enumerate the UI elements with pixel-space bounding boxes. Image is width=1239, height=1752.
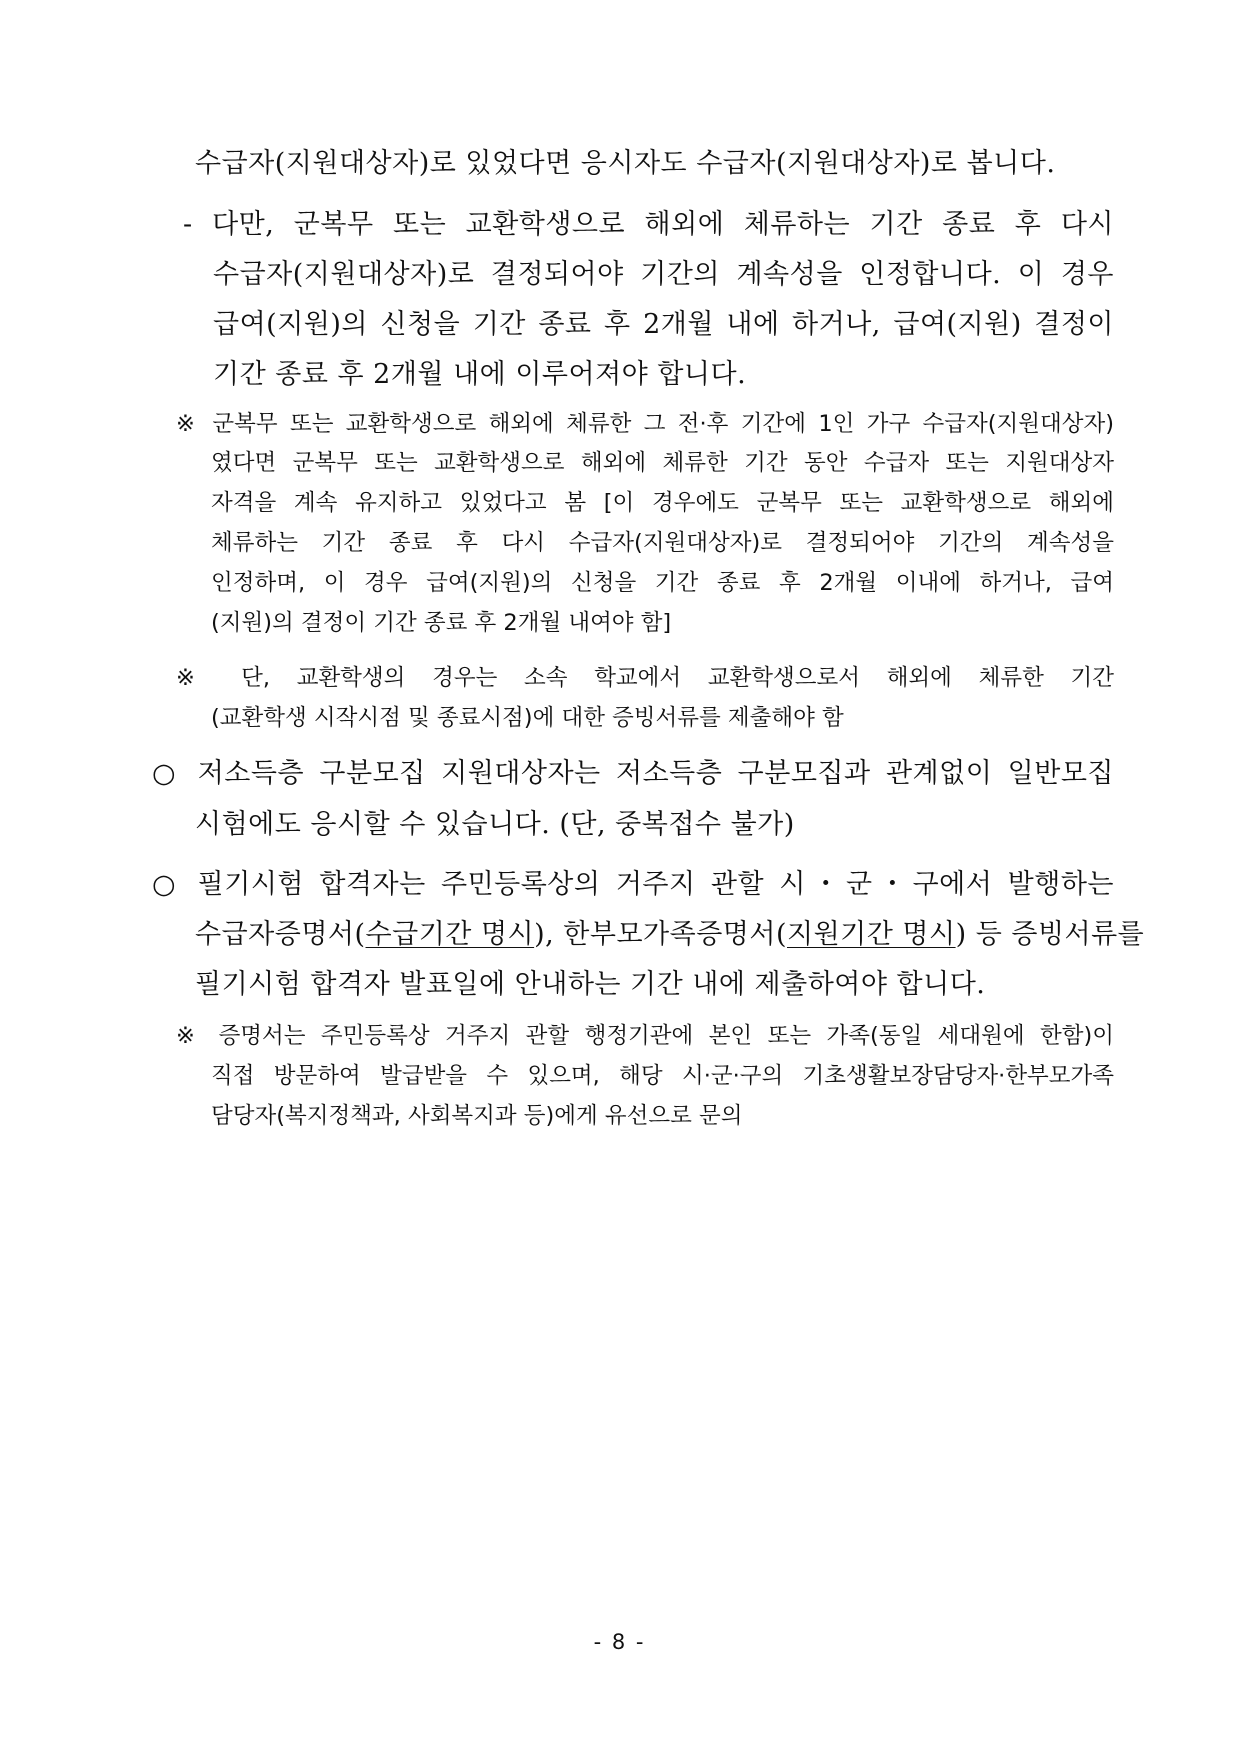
page-number: - 8 -: [593, 1630, 646, 1654]
note-line: 담당자(복지정책과, 사회복지과 등)에게 유선으로 문의: [211, 1103, 743, 1129]
note-line: (교환학생 시작시점 및 종료시점)에 대한 증빙서류를 제출해야 함: [211, 705, 844, 731]
note-line: ※ 군복무 또는 교환학생으로 해외에 체류한 그 전·후 기간에 1인 가구 수급자(지원대상자): [176, 411, 1114, 437]
bullet-item-line: ○ 필기시험 합격자는 주민등록상의 거주지 관할 시・군・구에서 발행하는: [152, 869, 1114, 900]
text-run: 수급자증명서(: [195, 919, 366, 950]
note-line: 자격을 계속 유지하고 있었다고 봄 [이 경우에도 군복무 또는 교환학생으로 해외에: [211, 490, 1114, 516]
note-line: ※ 단, 교환학생의 경우는 소속 학교에서 교환학생으로서 해외에 체류한 기간: [176, 665, 1114, 691]
text-line: 급여(지원)의 신청을 기간 종료 후 2개월 내에 하거나, 급여(지원) 결정이: [213, 309, 1114, 340]
text-line: 수급자(지원대상자)로 결정되어야 기간의 계속성을 인정합니다. 이 경우: [213, 259, 1114, 290]
note-line: 였다면 군복무 또는 교환학생으로 해외에 체류한 기간 동안 수급자 또는 지원대상자: [211, 450, 1114, 476]
note-line: ※ 증명서는 주민등록상 거주지 관할 행정기관에 본인 또는 가족(동일 세대원에 한함)이: [176, 1023, 1114, 1049]
text-run: ), 한부모가족증명서(: [534, 919, 787, 950]
text-line: 필기시험 합격자 발표일에 안내하는 기간 내에 제출하여야 합니다.: [195, 969, 986, 1000]
note-line: 체류하는 기간 종료 후 다시 수급자(지원대상자)로 결정되어야 기간의 계속성을: [211, 530, 1114, 556]
text-line: 수급자(지원대상자)로 있었다면 응시자도 수급자(지원대상자)로 봅니다.: [195, 148, 1056, 179]
underlined-text: 수급기간 명시: [365, 919, 535, 950]
note-line: 인정하며, 이 경우 급여(지원)의 신청을 기간 종료 후 2개월 이내에 하거나, 급여: [211, 570, 1114, 596]
bullet-item-line: ○ 저소득층 구분모집 지원대상자는 저소득층 구분모집과 관계없이 일반모집: [152, 758, 1114, 789]
text-run: ) 등 증빙서류를: [955, 919, 1145, 950]
note-line: 직접 방문하여 발급받을 수 있으며, 해당 시·군·구의 기초생활보장담당자·한부모가족: [211, 1063, 1114, 1089]
note-line: (지원)의 결정이 기간 종료 후 2개월 내여야 함]: [211, 610, 672, 636]
dash-item-line: - 다만, 군복무 또는 교환학생으로 해외에 체류하는 기간 종료 후 다시: [183, 209, 1114, 240]
text-line: 시험에도 응시할 수 있습니다. (단, 중복접수 불가): [195, 809, 795, 840]
underlined-text: 지원기간 명시: [787, 919, 956, 950]
text-line-with-underline: [195, 919, 1145, 950]
text-line: 기간 종료 후 2개월 내에 이루어져야 합니다.: [213, 359, 747, 390]
